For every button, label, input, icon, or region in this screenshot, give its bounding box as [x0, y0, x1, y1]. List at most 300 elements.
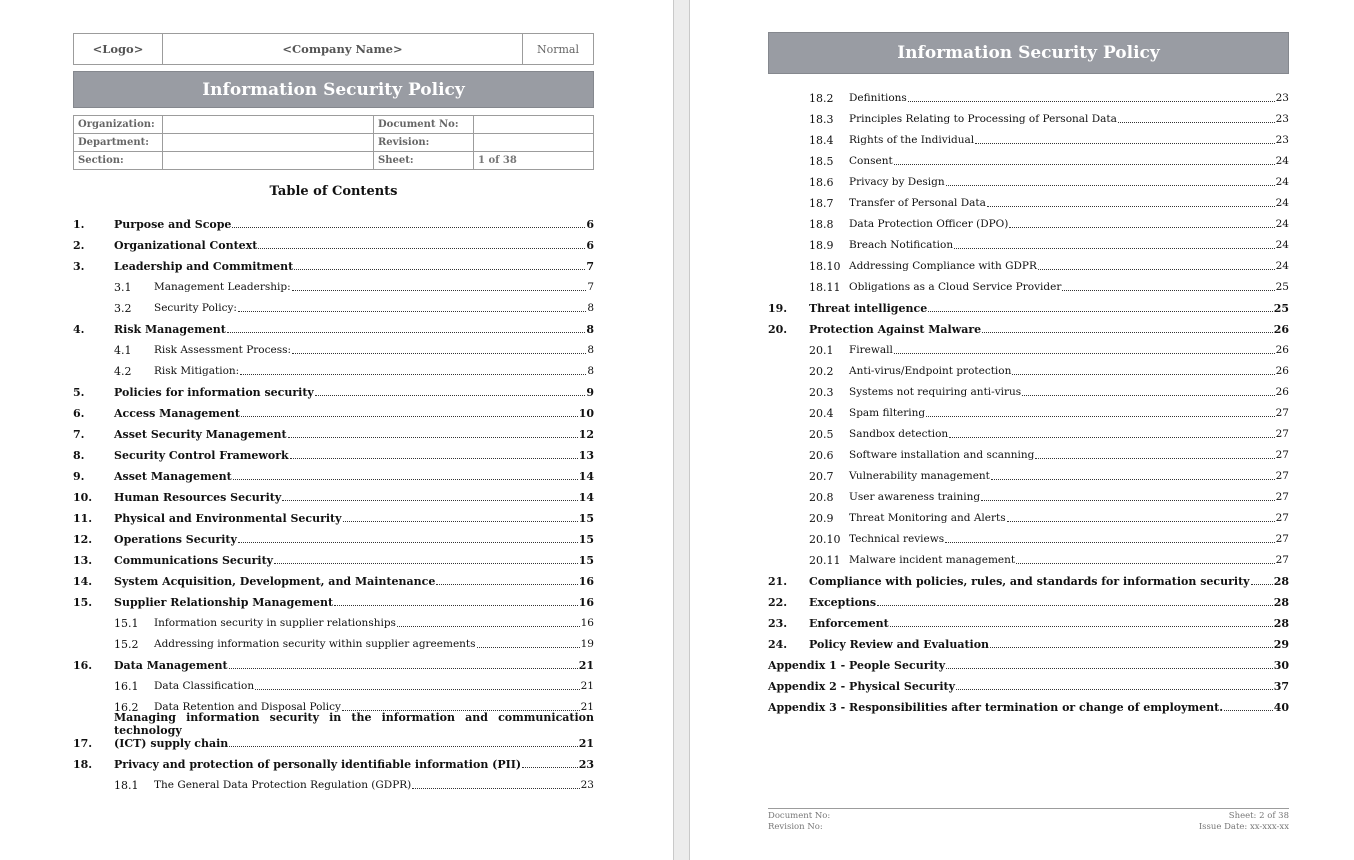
toc-entry-title: Management Leadership:: [154, 281, 291, 293]
toc-leader-dots: [343, 521, 578, 522]
toc-entry[interactable]: [768, 234, 1289, 255]
toc-entry-page: 23: [580, 779, 594, 791]
toc-entry-page: 15: [578, 533, 594, 546]
toc-entry-title: Appendix 1 - People Security: [768, 659, 946, 672]
toc-entry-title: Physical and Environmental Security: [114, 512, 342, 525]
toc-entry[interactable]: [73, 753, 594, 774]
document-no-value: [474, 116, 594, 134]
toc-entry[interactable]: [73, 213, 594, 234]
toc-entry-title: Transfer of Personal Data: [849, 197, 986, 209]
department-label: Department:: [74, 134, 163, 152]
toc-entry-title: Risk Assessment Process:: [154, 344, 292, 356]
toc-entry-number: 14.: [73, 575, 93, 588]
toc-leader-dots: [241, 416, 578, 417]
toc-entry[interactable]: [768, 192, 1289, 213]
toc-entry-page: 16: [578, 596, 594, 609]
toc-leader-dots: [1012, 374, 1274, 375]
toc-entry[interactable]: [73, 654, 594, 675]
toc-leader-dots: [975, 143, 1274, 144]
toc-entry-number: 18.2: [809, 92, 834, 105]
toc-entry-title: Operations Security: [114, 533, 237, 546]
toc-leader-dots: [274, 563, 578, 564]
toc-entry-number: 20.: [768, 323, 788, 336]
toc-leader-dots: [1062, 290, 1274, 291]
toc-entry[interactable]: [768, 339, 1289, 360]
toc-entry-number: 13.: [73, 554, 93, 567]
toc-entry-page: 24: [1275, 155, 1289, 167]
toc-leader-dots: [1038, 269, 1275, 270]
toc-entry-title: Security Policy:: [154, 302, 237, 314]
toc-entry[interactable]: [768, 507, 1289, 528]
toc-leader-dots: [1251, 584, 1273, 585]
toc-entry-page: 7: [587, 281, 594, 293]
revision-label: Revision:: [374, 134, 474, 152]
toc-entry-title: Malware incident management: [849, 554, 1016, 566]
toc-leader-dots: [1016, 563, 1274, 564]
toc-entry-title: Supplier Relationship Management: [114, 596, 334, 609]
toc-entry-title: Policies for information security: [114, 386, 314, 399]
toc-entry-title: Threat intelligence: [809, 302, 928, 315]
toc-entry-number: 20.11: [809, 554, 841, 567]
toc-entry[interactable]: [73, 675, 594, 696]
toc-entry-number: 8.: [73, 449, 85, 462]
toc-entry-number: 18.6: [809, 176, 834, 189]
toc-entry-page: 27: [1275, 449, 1289, 461]
toc-entry-title: Breach Notification: [849, 239, 954, 251]
toc-entry-number: 16.2: [114, 701, 139, 714]
toc-entry[interactable]: [73, 276, 594, 297]
toc-entry-title: Software installation and scanning: [849, 449, 1035, 461]
organization-value: [163, 116, 374, 134]
toc-entry-number: 16.: [73, 659, 93, 672]
toc-leader-dots: [1007, 521, 1275, 522]
toc-entry-title: Organizational Context: [114, 239, 258, 252]
toc-entry[interactable]: [768, 528, 1289, 549]
toc-leader-dots: [258, 248, 585, 249]
toc-entry-title: Addressing Compliance with GDPR: [849, 260, 1037, 272]
toc-leader-dots: [991, 479, 1275, 480]
toc-entry-number: 20.2: [809, 365, 834, 378]
toc-entry[interactable]: [768, 297, 1289, 318]
toc-entry-page: 9: [586, 386, 594, 399]
toc-leader-dots: [238, 311, 586, 312]
page-footer: [768, 808, 1289, 833]
toc-entry-number: 20.4: [809, 407, 834, 420]
toc-entry-page: 14: [578, 491, 594, 504]
toc-entry[interactable]: [73, 711, 594, 753]
toc-entry-page: 6: [586, 239, 594, 252]
toc-entry-page: 28: [1273, 575, 1289, 588]
toc-entry[interactable]: [73, 339, 594, 360]
toc-entry-number: 18.4: [809, 134, 834, 147]
toc-leader-dots: [477, 647, 580, 648]
table-of-contents-page-1: [73, 213, 594, 795]
section-label: Section:: [74, 152, 163, 170]
toc-entry-title: Risk Management: [114, 323, 226, 336]
toc-entry-title: Communications Security: [114, 554, 274, 567]
toc-entry-title: Systems not requiring anti-virus: [849, 386, 1022, 398]
toc-leader-dots: [956, 689, 1273, 690]
toc-entry-page: 15: [578, 512, 594, 525]
toc-entry[interactable]: [73, 507, 594, 528]
toc-leader-dots: [397, 626, 580, 627]
toc-entry[interactable]: [73, 234, 594, 255]
toc-leader-dots: [288, 437, 578, 438]
footer-issue-date: Issue Date: xx-xxx-xx: [1198, 822, 1289, 832]
toc-entry-title: Privacy by Design: [849, 176, 945, 188]
toc-entry-title: Sandbox detection: [849, 428, 949, 440]
toc-entry-number: 22.: [768, 596, 788, 609]
toc-entry-title: Data Retention and Disposal Policy: [154, 701, 341, 713]
toc-entry-page: 8: [586, 323, 594, 336]
toc-leader-dots: [894, 353, 1275, 354]
toc-entry-number: 20.9: [809, 512, 834, 525]
toc-leader-dots: [990, 647, 1273, 648]
footer-revision-no: Revision No:: [768, 822, 823, 832]
document-no-label: Document No:: [374, 116, 474, 134]
document-meta-table: [73, 115, 594, 170]
toc-entry[interactable]: [73, 318, 594, 339]
toc-entry-number: 18.11: [809, 281, 841, 294]
toc-entry-page: 26: [1275, 386, 1289, 398]
toc-entry[interactable]: [768, 549, 1289, 570]
toc-entry-number: 16.1: [114, 680, 139, 693]
toc-entry-number: 2.: [73, 239, 85, 252]
document-page-1: [0, 0, 674, 860]
toc-entry-title: Exceptions: [809, 596, 877, 609]
toc-entry[interactable]: [73, 360, 594, 381]
toc-entry-page: 28: [1273, 596, 1289, 609]
toc-entry[interactable]: [73, 612, 594, 633]
toc-leader-dots: [255, 689, 580, 690]
toc-entry[interactable]: [73, 423, 594, 444]
toc-entry-title: Enforcement: [809, 617, 889, 630]
toc-entry-page: 27: [1275, 554, 1289, 566]
logo-placeholder: <Logo>: [74, 34, 163, 64]
toc-entry-number: 20.7: [809, 470, 834, 483]
toc-leader-dots: [1224, 710, 1273, 711]
toc-leader-dots: [1118, 122, 1275, 123]
toc-entry-page: 27: [1275, 470, 1289, 482]
toc-entry-title: Threat Monitoring and Alerts: [849, 512, 1006, 524]
toc-entry-title: Privacy and protection of personally identifiable information (PII): [114, 758, 522, 771]
toc-entry-title: Addressing information security within supplier agreements: [154, 638, 476, 650]
company-name: <Company Name>: [163, 34, 523, 64]
toc-leader-dots: [981, 500, 1275, 501]
toc-leader-dots: [908, 101, 1275, 102]
toc-leader-dots: [229, 668, 578, 669]
toc-entry-number: 20.6: [809, 449, 834, 462]
toc-entry[interactable]: [768, 213, 1289, 234]
toc-entry[interactable]: [73, 255, 594, 276]
toc-entry-page: 16: [578, 575, 594, 588]
toc-entry-page: 40: [1273, 701, 1289, 714]
toc-leader-dots: [232, 227, 585, 228]
toc-entry-title: Spam filtering: [849, 407, 926, 419]
toc-entry-number: 20.8: [809, 491, 834, 504]
toc-entry-page: 21: [580, 680, 594, 692]
toc-leader-dots: [1009, 227, 1274, 228]
toc-entry-title: Appendix 3 - Responsibilities after termination or change of employment.: [768, 701, 1224, 714]
toc-entry-number: 20.3: [809, 386, 834, 399]
toc-entry-page: 26: [1273, 323, 1289, 336]
toc-entry-number: 18.10: [809, 260, 841, 273]
toc-entry-number: 12.: [73, 533, 93, 546]
toc-entry-number: 11.: [73, 512, 93, 525]
toc-entry-number: 4.2: [114, 365, 132, 378]
toc-entry-page: 23: [578, 758, 594, 771]
toc-entry-page: 8: [587, 302, 594, 314]
toc-entry-page: 26: [1275, 365, 1289, 377]
toc-entry-number: 1.: [73, 218, 85, 231]
toc-entry[interactable]: [768, 465, 1289, 486]
toc-entry[interactable]: [768, 591, 1289, 612]
toc-entry[interactable]: [768, 150, 1289, 171]
toc-leader-dots: [928, 311, 1272, 312]
toc-entry[interactable]: [73, 381, 594, 402]
toc-entry-page: 15: [578, 554, 594, 567]
toc-entry-number: 15.1: [114, 617, 139, 630]
toc-entry[interactable]: [73, 570, 594, 591]
toc-entry-page: 29: [1273, 638, 1289, 651]
toc-entry-number: 23.: [768, 617, 788, 630]
toc-entry-page: 28: [1273, 617, 1289, 630]
toc-entry[interactable]: [73, 486, 594, 507]
toc-leader-dots: [982, 332, 1273, 333]
toc-entry[interactable]: [73, 444, 594, 465]
toc-entry-title: Obligations as a Cloud Service Provider: [849, 281, 1062, 293]
toc-leader-dots: [227, 332, 586, 333]
toc-entry[interactable]: [768, 486, 1289, 507]
toc-entry[interactable]: [768, 255, 1289, 276]
toc-leader-dots: [238, 542, 578, 543]
toc-entry-page: 7: [586, 260, 594, 273]
toc-leader-dots: [229, 746, 577, 747]
toc-leader-dots: [1022, 395, 1274, 396]
toc-leader-dots: [954, 248, 1275, 249]
toc-entry-page: 21: [580, 701, 594, 713]
toc-entry[interactable]: [73, 774, 594, 795]
toc-entry[interactable]: [768, 633, 1289, 654]
toc-entry-page: 16: [580, 617, 594, 629]
toc-entry-title: Compliance with policies, rules, and standards for information security: [809, 575, 1250, 588]
table-of-contents-page-2: [768, 87, 1289, 717]
toc-entry[interactable]: [768, 402, 1289, 423]
toc-entry[interactable]: [768, 171, 1289, 192]
toc-heading: Table of Contents: [269, 184, 398, 199]
toc-entry-title: Definitions: [849, 92, 907, 104]
toc-entry-title: Asset Security Management: [114, 428, 287, 441]
toc-entry-page: 27: [1275, 512, 1289, 524]
department-value: [163, 134, 374, 152]
toc-entry-number: 4.1: [114, 344, 132, 357]
revision-value: [474, 134, 594, 152]
toc-entry-page: 27: [1275, 533, 1289, 545]
toc-entry-title: Vulnerability management: [849, 470, 990, 482]
toc-entry-number: 3.2: [114, 302, 132, 315]
toc-entry-number: 18.5: [809, 155, 834, 168]
toc-entry-title: The General Data Protection Regulation (GDPR): [154, 779, 412, 791]
toc-entry[interactable]: [768, 276, 1289, 297]
toc-entry-title: Access Management: [114, 407, 240, 420]
toc-entry-title: Purpose and Scope: [114, 218, 232, 231]
toc-entry-number: 18.7: [809, 197, 834, 210]
toc-entry-page: 30: [1273, 659, 1289, 672]
toc-entry[interactable]: [768, 318, 1289, 339]
toc-entry[interactable]: [768, 654, 1289, 675]
toc-entry-title: (ICT) supply chain: [114, 737, 229, 750]
document-page-2: [689, 0, 1354, 860]
toc-entry-number: 20.5: [809, 428, 834, 441]
toc-leader-dots: [412, 788, 579, 789]
toc-entry-number: 9.: [73, 470, 85, 483]
toc-leader-dots: [292, 353, 586, 354]
organization-label: Organization:: [74, 116, 163, 134]
toc-entry[interactable]: [768, 696, 1289, 717]
footer-sheet: Sheet: 2 of 38: [1228, 811, 1289, 821]
toc-leader-dots: [949, 437, 1274, 438]
sheet-value: 1 of 38: [474, 152, 594, 170]
toc-entry-number: 7.: [73, 428, 85, 441]
toc-entry-title: Principles Relating to Processing of Personal Data: [849, 113, 1117, 125]
toc-leader-dots: [294, 269, 585, 270]
toc-entry-title: Protection Against Malware: [809, 323, 982, 336]
toc-entry[interactable]: [768, 381, 1289, 402]
toc-entry[interactable]: [768, 570, 1289, 591]
toc-entry[interactable]: [768, 444, 1289, 465]
toc-entry-title: Anti-virus/Endpoint protection: [849, 365, 1012, 377]
toc-entry-page: 13: [578, 449, 594, 462]
toc-entry-number: 21.: [768, 575, 788, 588]
toc-entry-page: 14: [578, 470, 594, 483]
toc-entry-title: Leadership and Commitment: [114, 260, 294, 273]
toc-entry-number: 20.1: [809, 344, 834, 357]
toc-entry-page: 21: [578, 659, 594, 672]
toc-leader-dots: [292, 290, 587, 291]
toc-entry-number: 6.: [73, 407, 85, 420]
toc-entry-title: Policy Review and Evaluation: [809, 638, 990, 651]
toc-leader-dots: [436, 584, 577, 585]
toc-entry-page: 23: [1275, 92, 1289, 104]
section-value: [163, 152, 374, 170]
toc-entry-title: Technical reviews: [849, 533, 945, 545]
toc-entry-title: Information security in supplier relationships: [154, 617, 396, 629]
footer-document-no: Document No:: [768, 811, 831, 821]
toc-entry-page: 23: [1275, 113, 1289, 125]
toc-entry-number: 18.1: [114, 779, 139, 792]
document-title: Information Security Policy: [768, 32, 1289, 74]
toc-entry[interactable]: [73, 402, 594, 423]
toc-entry-page: 37: [1273, 680, 1289, 693]
toc-entry-title: Data Management: [114, 659, 228, 672]
toc-entry-number: 17.: [73, 737, 93, 750]
toc-entry-page: 19: [580, 638, 594, 650]
toc-entry-number: 18.: [73, 758, 93, 771]
toc-entry-page: 27: [1275, 407, 1289, 419]
toc-entry-title: Consent: [849, 155, 893, 167]
toc-entry-number: 18.8: [809, 218, 834, 231]
toc-entry[interactable]: [768, 612, 1289, 633]
toc-entry-page: 12: [578, 428, 594, 441]
toc-entry-title: Human Resources Security: [114, 491, 282, 504]
toc-leader-dots: [1035, 458, 1274, 459]
toc-entry-title-line2: [114, 737, 594, 750]
toc-leader-dots: [282, 500, 577, 501]
toc-entry[interactable]: [768, 129, 1289, 150]
toc-entry[interactable]: [73, 591, 594, 612]
toc-entry-page: 23: [1275, 134, 1289, 146]
toc-entry[interactable]: [768, 423, 1289, 444]
toc-entry[interactable]: [73, 465, 594, 486]
toc-entry-number: 24.: [768, 638, 788, 651]
toc-leader-dots: [890, 626, 1273, 627]
toc-entry-page: 24: [1275, 176, 1289, 188]
toc-entry[interactable]: [768, 108, 1289, 129]
toc-entry[interactable]: [73, 633, 594, 654]
toc-entry-title: Asset Management: [114, 470, 232, 483]
toc-entry-title: Data Classification: [154, 680, 255, 692]
toc-entry-page: 24: [1275, 239, 1289, 251]
toc-entry-title: Data Protection Officer (DPO): [849, 218, 1009, 230]
toc-leader-dots: [926, 416, 1275, 417]
toc-entry-number: 15.2: [114, 638, 139, 651]
toc-entry-number: 18.9: [809, 239, 834, 252]
toc-leader-dots: [894, 164, 1275, 165]
toc-entry-page: 24: [1275, 260, 1289, 272]
toc-leader-dots: [522, 767, 578, 768]
toc-entry-title: Firewall: [849, 344, 893, 356]
toc-entry-page: 8: [587, 344, 594, 356]
classification-label: Normal: [536, 42, 579, 56]
sheet-label: Sheet:: [374, 152, 474, 170]
toc-entry-page: 24: [1275, 197, 1289, 209]
toc-entry-number: 5.: [73, 386, 85, 399]
toc-leader-dots: [233, 479, 578, 480]
toc-entry[interactable]: [768, 675, 1289, 696]
toc-entry-page: 25: [1275, 281, 1289, 293]
toc-entry[interactable]: [73, 528, 594, 549]
toc-entry-number: 4.: [73, 323, 85, 336]
toc-entry-number: 10.: [73, 491, 93, 504]
toc-entry-page: 24: [1275, 218, 1289, 230]
toc-entry-number: 19.: [768, 302, 788, 315]
toc-entry-page: 6: [586, 218, 594, 231]
toc-entry-page: 27: [1275, 428, 1289, 440]
toc-leader-dots: [240, 374, 586, 375]
toc-leader-dots: [946, 185, 1275, 186]
toc-leader-dots: [315, 395, 586, 396]
toc-leader-dots: [987, 206, 1275, 207]
toc-entry-page: 21: [578, 737, 594, 750]
toc-entry[interactable]: [73, 297, 594, 318]
toc-entry-page: 26: [1275, 344, 1289, 356]
toc-entry-title: Risk Mitigation:: [154, 365, 240, 377]
toc-entry-title: Managing information security in the information and communication technology: [114, 711, 594, 737]
toc-entry-title: Security Control Framework: [114, 449, 289, 462]
toc-leader-dots: [877, 605, 1273, 606]
toc-entry-title: System Acquisition, Development, and Maintenance: [114, 575, 436, 588]
toc-entry-title-wrap: [114, 711, 594, 750]
toc-entry[interactable]: [73, 549, 594, 570]
toc-leader-dots: [334, 605, 578, 606]
toc-entry-title: Appendix 2 - Physical Security: [768, 680, 955, 693]
toc-entry[interactable]: [768, 87, 1289, 108]
toc-entry[interactable]: [768, 360, 1289, 381]
toc-entry-page: 25: [1273, 302, 1289, 315]
toc-entry-page: 8: [587, 365, 594, 377]
toc-leader-dots: [946, 668, 1273, 669]
header-table: [73, 33, 594, 65]
